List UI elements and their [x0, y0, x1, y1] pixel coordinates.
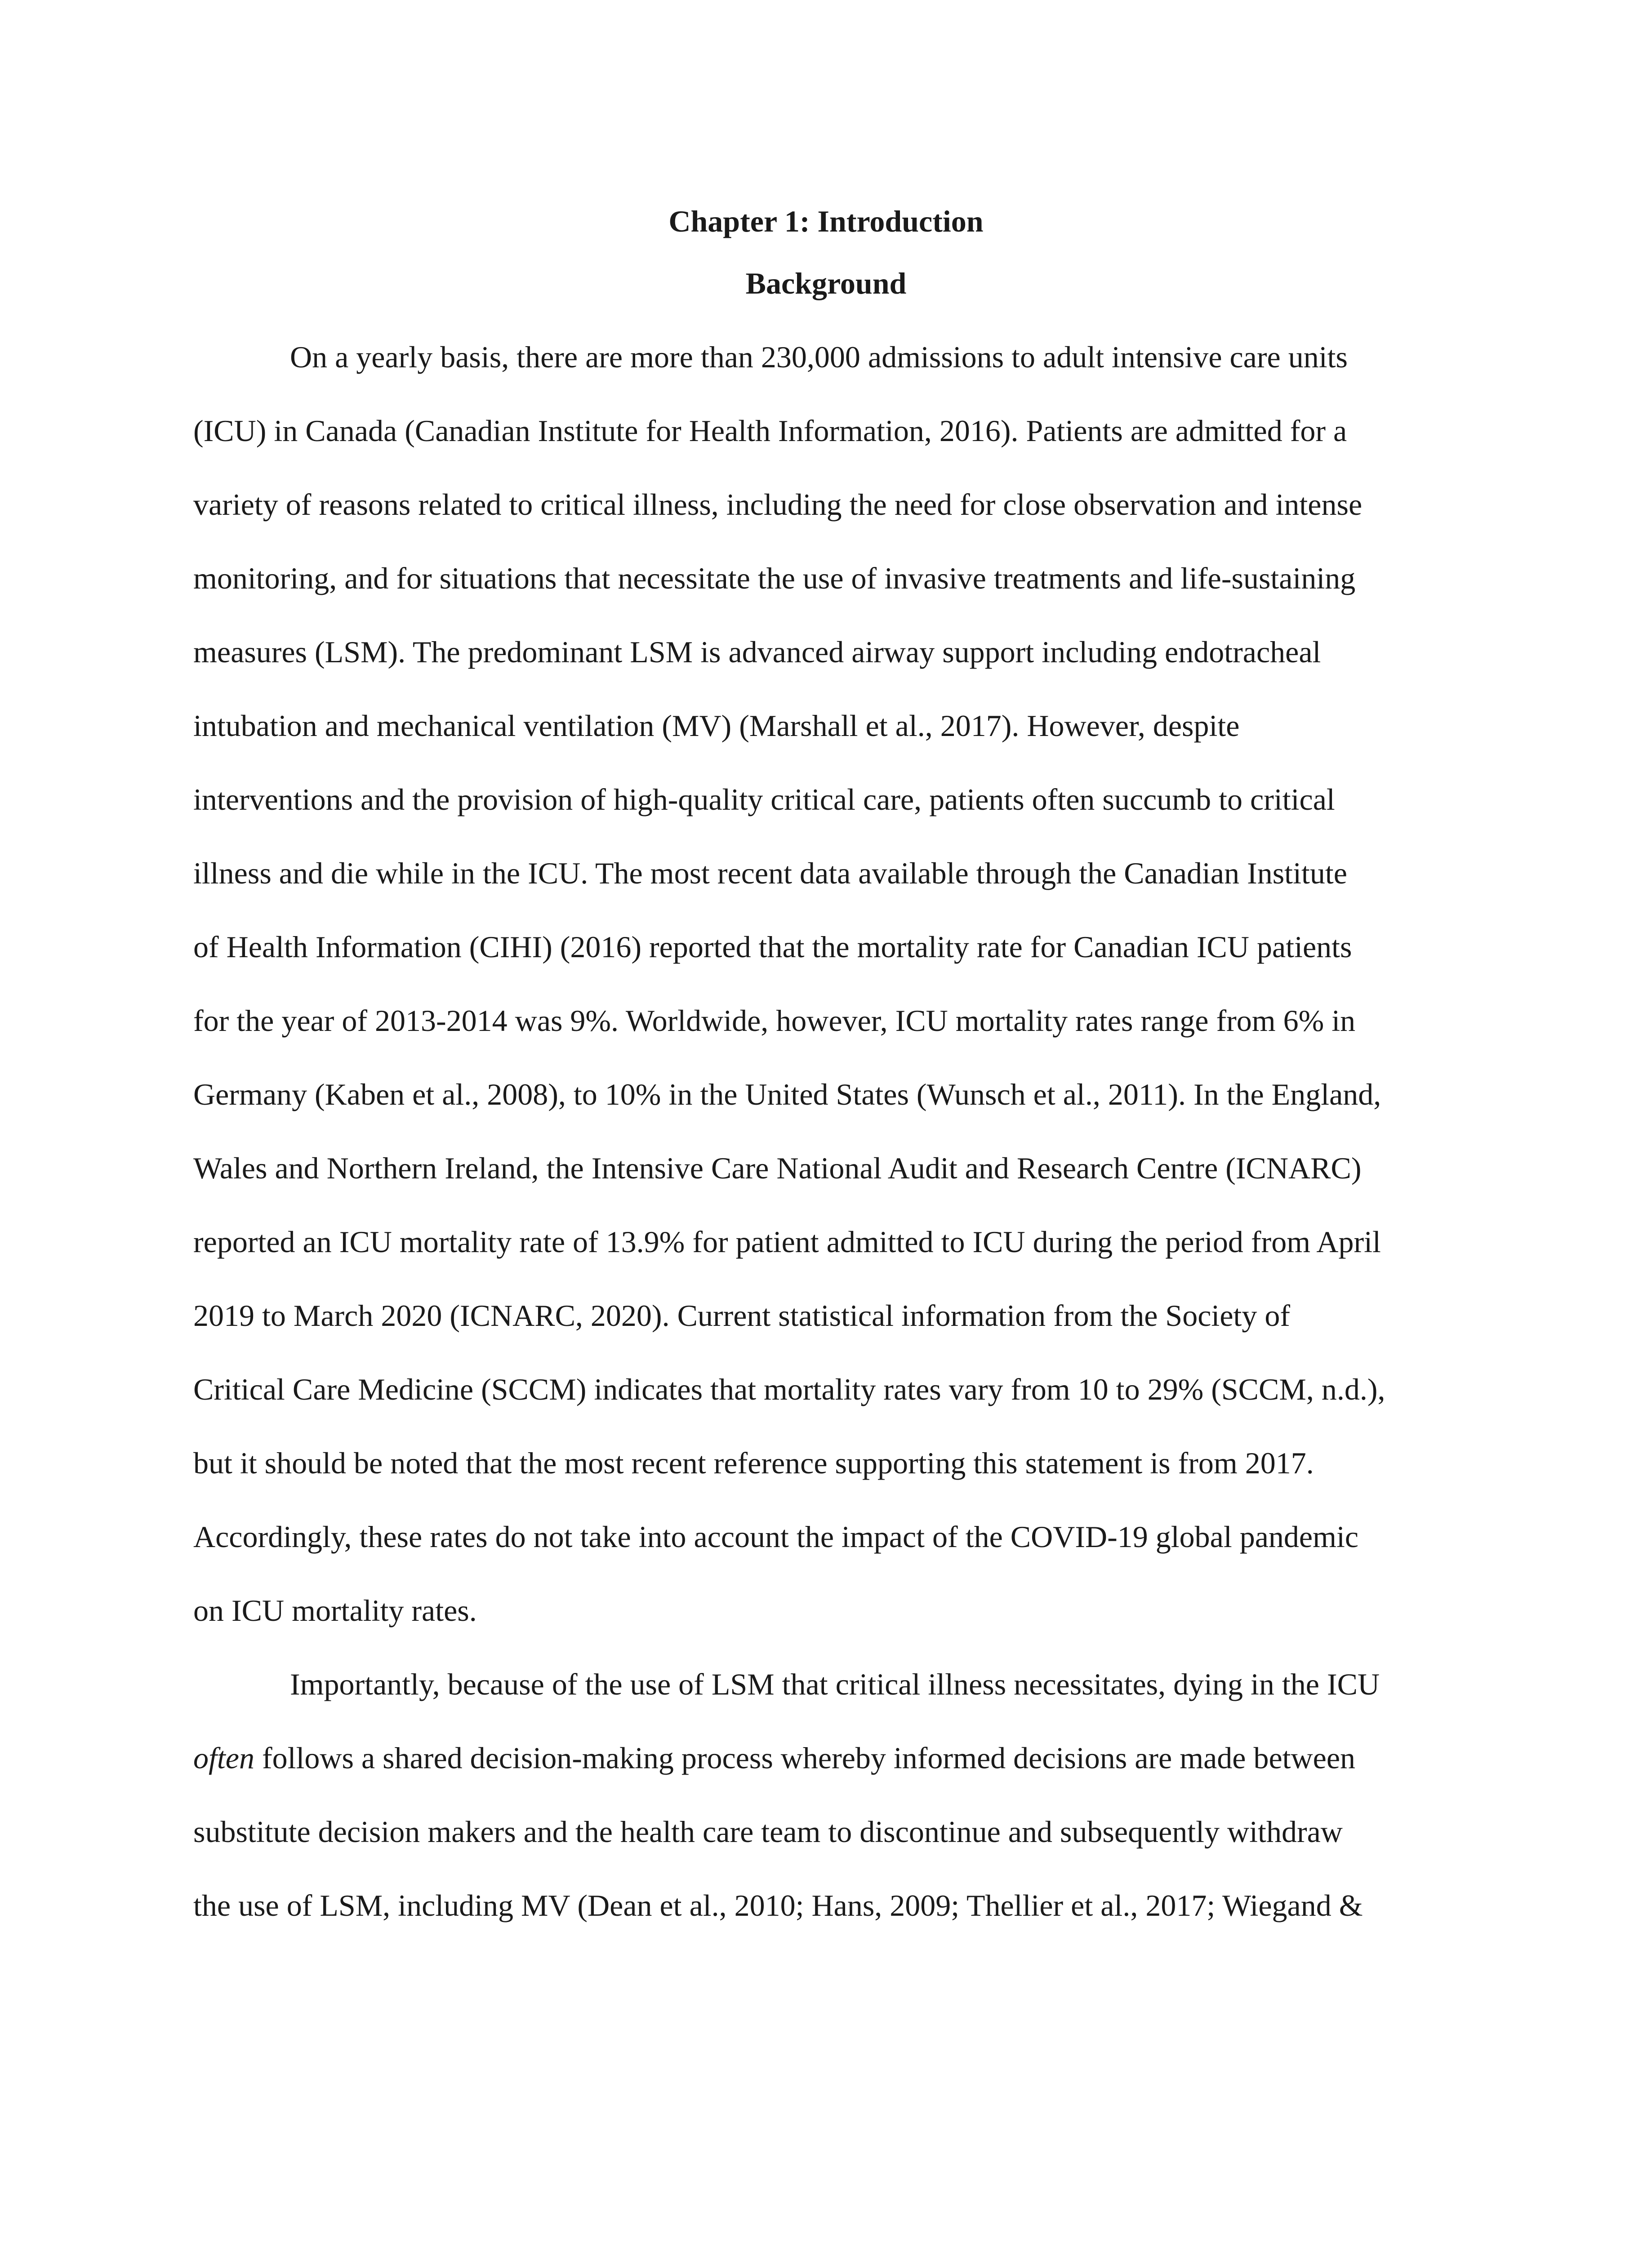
- text-line: Wales and Northern Ireland, the Intensive Care National Audit and Research Centre (ICNARC): [193, 1151, 1362, 1185]
- emphasis-often: often: [193, 1741, 254, 1775]
- chapter-title: Chapter 1: Introduction: [668, 204, 984, 238]
- text-line: Germany (Kaben et al., 2008), to 10% in the United States (Wunsch et al., 2011). In the England,: [193, 1077, 1381, 1111]
- text-line: reported an ICU mortality rate of 13.9% for patient admitted to ICU during the period from April: [193, 1225, 1381, 1259]
- text-line: On a yearly basis, there are more than 230,000 admissions to adult intensive care units: [290, 340, 1348, 374]
- text-line: interventions and the provision of high-quality critical care, patients often succumb to critical: [193, 782, 1335, 816]
- text-line: Importantly, because of the use of LSM that critical illness necessitates, dying in the ICU: [290, 1667, 1380, 1701]
- text-line: illness and die while in the ICU. The most recent data available through the Canadian Institute: [193, 856, 1347, 890]
- text-line: for the year of 2013-2014 was 9%. Worldwide, however, ICU mortality rates range from 6% in: [193, 1004, 1356, 1038]
- text-line: monitoring, and for situations that necessitate the use of invasive treatments and life-sustaining: [193, 561, 1356, 595]
- text-line: (ICU) in Canada (Canadian Institute for Health Information, 2016). Patients are admitted for a: [193, 414, 1347, 448]
- text-line: intubation and mechanical ventilation (MV) (Marshall et al., 2017). However, despite: [193, 709, 1240, 743]
- text-line: 2019 to March 2020 (ICNARC, 2020). Current statistical information from the Society of: [193, 1298, 1291, 1333]
- text-line: [193, 1740, 1355, 1776]
- text-line: Critical Care Medicine (SCCM) indicates that mortality rates vary from 10 to 29% (SCCM, n.d.),: [193, 1372, 1385, 1406]
- text-line-rest: follows a shared decision-making process whereby informed decisions are made between: [254, 1741, 1356, 1775]
- section-title: Background: [745, 266, 907, 300]
- text-line: on ICU mortality rates.: [193, 1593, 477, 1628]
- text-line: measures (LSM). The predominant LSM is advanced airway support including endotracheal: [193, 635, 1321, 669]
- text-line: the use of LSM, including MV (Dean et al., 2010; Hans, 2009; Thellier et al., 2017; Wiegand &: [193, 1888, 1363, 1922]
- text-line: but it should be noted that the most recent reference supporting this statement is from 2017.: [193, 1446, 1314, 1480]
- text-line: variety of reasons related to critical illness, including the need for close observation and intense: [193, 487, 1363, 522]
- text-line: of Health Information (CIHI) (2016) reported that the mortality rate for Canadian ICU patients: [193, 930, 1352, 964]
- text-line: substitute decision makers and the health care team to discontinue and subsequently withdraw: [193, 1815, 1343, 1849]
- text-line: Accordingly, these rates do not take into account the impact of the COVID-19 global pandemic: [193, 1520, 1359, 1554]
